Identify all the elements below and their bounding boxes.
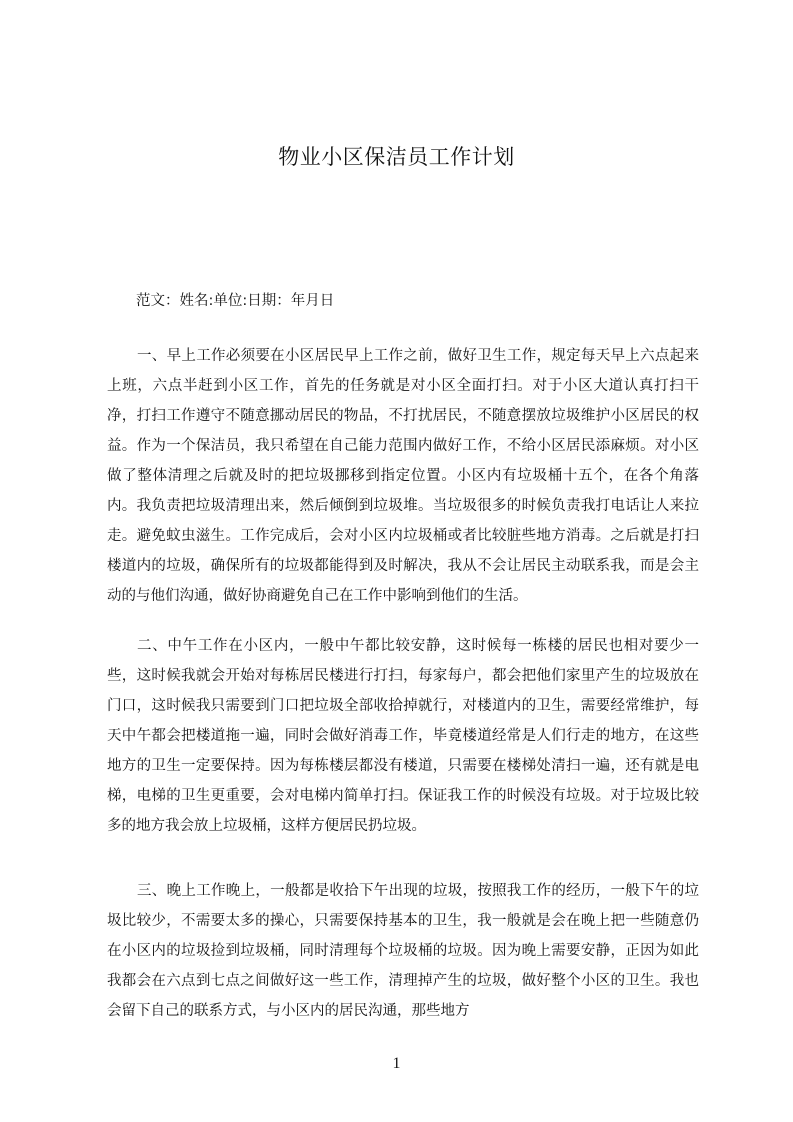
page-number: 1 [392,1055,401,1072]
paragraph-morning-work: 一、早上工作必须要在小区居民早上工作之前，做好卫生工作，规定每天早上六点起来上班，六点半赶到小区工作，首先的任务就是对小区全面打扫。对于小区大道认真打扫干净，打扫工作遵守不随意挪动居民的物品，不打扰居民，不随意摆放垃圾维护小区居民的权益。作为一个保洁员，我只希望在自己能力范围内做好工作，不给小区居民添麻烦。对小区做了整体清理之后就及时的把垃圾挪移到指定位置。小区内有垃圾桶十五个，在各个角落内。我负责把垃圾清理出来，然后倾倒到垃圾堆。当垃圾很多的时候负责我打电话让人来拉走。避免蚊虫滋生。工作完成后，会对小区内垃圾桶或者比较脏些地方消毒。之后就是打扫楼道内的垃圾，确保所有的垃圾都能得到及时解决，我从不会让居民主动联系我，而是会主动的与他们沟通，做好协商避免自己在工作中影响到他们的生活。 [107,348,699,604]
paragraph-noon-work: 二、中午工作在小区内，一般中午都比较安静，这时候每一栋楼的居民也相对要少一些，这时候我就会开始对每栋居民楼进行打扫，每家每户，都会把他们家里产生的垃圾放在门口，这时候我只需要到门口把垃圾全部收拾掉就行，对楼道内的卫生，需要经常维护，每天中午都会把楼道拖一遍，同时会做好消毒工作，毕竟楼道经常是人们行走的地方，在这些地方的卫生一定要保持。因为每栋楼层都没有楼道，只需要在楼梯处清扫一遍，还有就是电梯，电梯的卫生更重要，会对电梯内简单打扫。保证我工作的时候没有垃圾。对于垃圾比较多的地方我会放上垃圾桶，这样方便居民扔垃圾。 [107,638,699,834]
document-meta-line: 范文：姓名:单位:日期：年月日 [136,293,335,309]
document-title: 物业小区保洁员工作计划 [278,145,515,169]
paragraph-evening-work: 三、晚上工作晚上，一般都是收拾下午出现的垃圾，按照我工作的经历，一般下午的垃圾比较少，不需要太多的操心，只需要保持基本的卫生，我一般就是会在晚上把一些随意仍在小区内的垃圾捡到垃圾桶，同时清理每个垃圾桶的垃圾。因为晚上需要安静，正因为如此我都会在六点到七点之间做好这一些工作，清理掉产生的垃圾，做好整个小区的卫生。我也会留下自己的联系方式，与小区内的居民沟通，那些地方 [107,883,699,1019]
